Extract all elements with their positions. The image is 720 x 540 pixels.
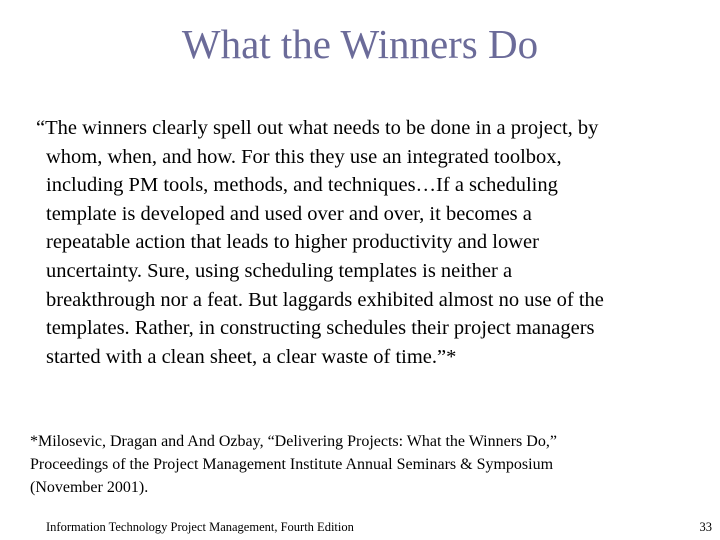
quote-line: template is developed and used over and over, it becomes a <box>46 202 532 225</box>
quote-line: whom, when, and how. For this they use an integrated toolbox, <box>46 145 562 168</box>
citation-line: *Milosevic, Dragan and And Ozbay, “Delivering Projects: What the Winners Do,” <box>30 433 557 450</box>
footer-text: Information Technology Project Management, Fourth Edition <box>46 520 354 534</box>
quote-line: including PM tools, methods, and techniques…If a scheduling <box>46 174 558 197</box>
quote-line: uncertainty. Sure, using scheduling templates is neither a <box>46 259 513 282</box>
quote-line: breakthrough nor a feat. But laggards exhibited almost no use of the <box>46 288 604 311</box>
citation-line: Proceedings of the Project Management Institute Annual Seminars & Symposium <box>30 456 554 473</box>
citation-line: (November 2001). <box>30 479 149 496</box>
quote-block <box>36 114 706 371</box>
page-number: 33 <box>699 520 712 534</box>
slide-title: What the Winners Do <box>181 21 539 67</box>
citation-block <box>30 430 710 499</box>
quote-line: repeatable action that leads to higher productivity and lower <box>46 231 539 254</box>
quote-line: started with a clean sheet, a clear waste of time.”* <box>46 345 457 368</box>
quote-line: “The winners clearly spell out what needs to be done in a project, by <box>36 117 599 139</box>
quote-line: templates. Rather, in constructing schedules their project managers <box>46 317 595 340</box>
